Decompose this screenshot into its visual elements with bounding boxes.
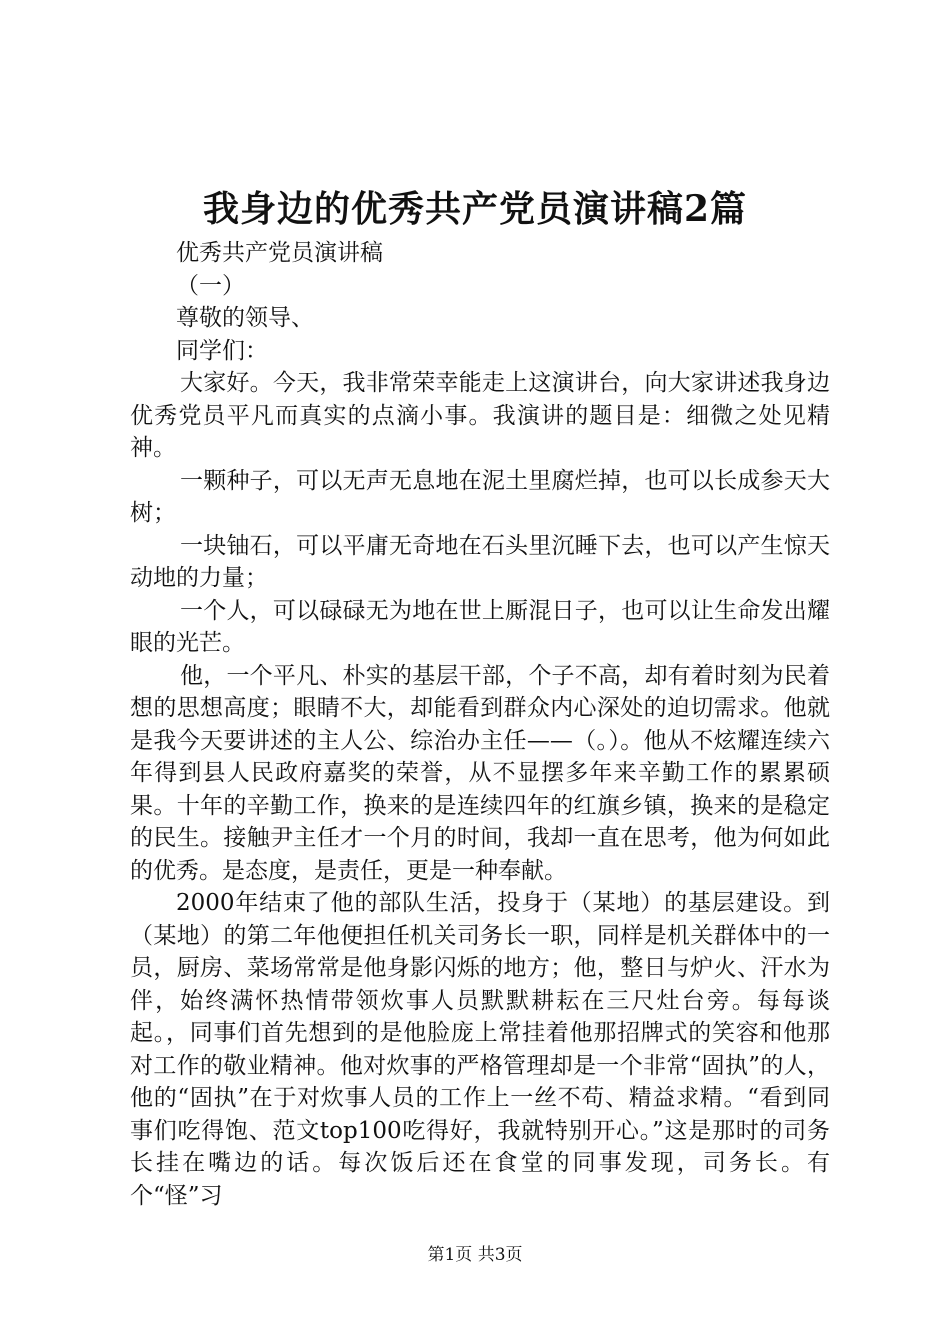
page-footer: 第1页 共3页	[427, 1245, 523, 1265]
greeting-line-2: 同学们：	[176, 337, 268, 364]
document-body	[130, 237, 830, 1212]
subtitle: 优秀共产党员演讲稿	[176, 240, 383, 266]
document-title: 我身边的优秀共产党员演讲稿2篇	[202, 188, 748, 230]
paragraph: 大家好。今天，我非常荣幸能走上这演讲台，向大家讲述我身边优秀党员平凡而真实的点滴小事。我演讲的题目是：细微之处见精神。	[130, 370, 830, 461]
paragraph: 2000年结束了他的部队生活，投身于（某地）的基层建设。到（某地）的第二年他便担任机关司务长一职，同样是机关群体中的一员，厨房、菜场常常是他身影闪烁的地方；他，整日与炉火、汗水为伴，始终满怀热情带领炊事人员默默耕耘在三尺灶台旁。每每谈起。，同事们首先想到的是他脸庞上常挂着他那招牌式的笑容和他那对工作的敬业精神。他对炊事的严格管理却是一个非常“固执”的人，他的“固执”在于对炊事人员的工作上一丝不苟、精益求精。“看到同事们吃得饱、范文top100吃得好，我就特别开心。”这是那时的司务长挂在嘴边的话。每次饭后还在食堂的同事发现，司务长。有个“怪”习	[130, 890, 830, 1209]
paragraph: 他，一个平凡、朴实的基层干部，个子不高，却有着时刻为民着想的思想高度；眼睛不大，却能看到群众内心深处的迫切需求。他就是我今天要讲述的主人公、综治办主任——（。）。他从不炫耀连续六年得到县人民政府嘉奖的荣誉，从不显摆多年来辛勤工作的累累硕果。十年的辛勤工作，换来的是连续四年的红旗乡镇，换来的是稳定的民生。接触尹主任才一个月的时间，我却一直在思考，他为何如此的优秀。是态度，是责任，更是一种奉献。	[130, 662, 830, 884]
paragraph: 一块铀石，可以平庸无奇地在石头里沉睡下去，也可以产生惊天动地的力量；	[130, 532, 830, 591]
paragraph: 一个人，可以碌碌无为地在世上厮混日子，也可以让生命发出耀眼的光芒。	[130, 597, 830, 656]
section-number: （一）	[176, 272, 245, 299]
paragraph: 一颗种子，可以无声无息地在泥土里腐烂掉，也可以长成参天大树；	[130, 467, 830, 526]
greeting-line-1: 尊敬的领导、	[176, 305, 314, 331]
